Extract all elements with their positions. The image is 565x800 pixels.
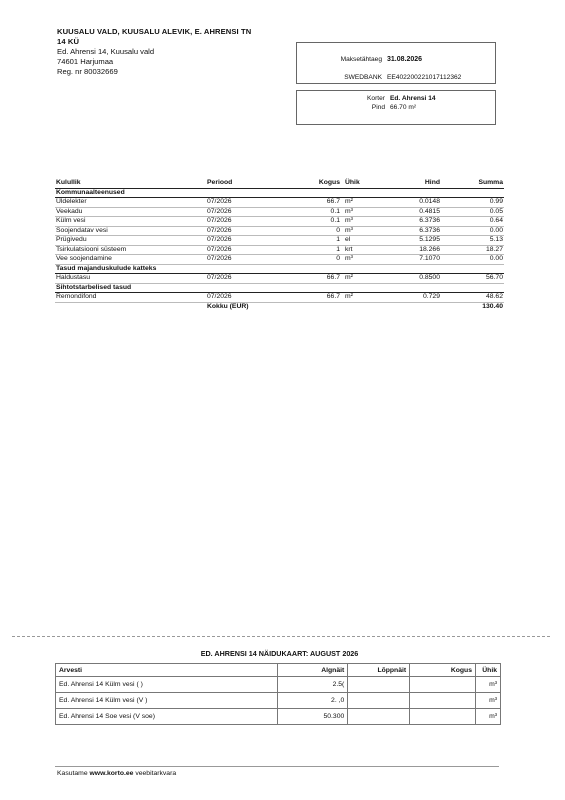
total-row [55, 302, 504, 311]
meter-card-title: ED. AHRENSI 14 NÄIDUKAART: AUGUST 2026 [200, 649, 359, 658]
cell-item: Tsirkulatsiooni süsteem [55, 245, 206, 255]
association-address1: Ed. Ahrensi 14, Kuusalu vald [57, 47, 155, 56]
payment-info-box [296, 42, 496, 84]
cell-item: Haldustasu [55, 274, 206, 284]
cell-unit: m³ [341, 217, 361, 227]
cell-period: 07/2026 [206, 217, 268, 227]
due-date-label: Maksetähtaeg [340, 56, 382, 63]
table-row [55, 207, 504, 217]
cell-price: 6.3736 [361, 226, 441, 236]
group-row [55, 264, 504, 274]
cell-period: 07/2026 [206, 274, 268, 284]
meter-row [56, 709, 501, 725]
cell-unit: m³ [341, 255, 361, 265]
meter-start-reading: 2. ,0 [278, 693, 348, 709]
table-row [55, 293, 504, 303]
cell-sum: 0.00 [441, 255, 504, 265]
col-header-unit: Ühik [475, 664, 500, 677]
cell-quantity: 66.7 [268, 274, 341, 284]
footer-suffix: veebitarkvara [135, 770, 177, 777]
footer-prefix: Kasutame [57, 770, 88, 777]
bank-label: SWEDBANK [344, 74, 382, 81]
cell-quantity: 0 [268, 226, 341, 236]
cell-period: 07/2026 [206, 293, 268, 303]
col-header-price: Hind [361, 178, 441, 188]
cell-quantity: 0.1 [268, 217, 341, 227]
apartment-label: Korter [367, 95, 385, 102]
cell-sum: 18.27 [441, 245, 504, 255]
cell-period: 07/2026 [206, 255, 268, 265]
meter-row [56, 677, 501, 693]
table-row [55, 236, 504, 246]
cell-price: 6.3736 [361, 217, 441, 227]
cell-unit: m² [341, 274, 361, 284]
apartment-row [297, 95, 495, 102]
cell-sum: 56.70 [441, 274, 504, 284]
cell-quantity: 1 [268, 236, 341, 246]
apartment-info-box [296, 90, 496, 125]
cell-price: 0.729 [361, 293, 441, 303]
association-address2: 74601 Harjumaa [57, 57, 114, 66]
group-title: Kommunaalteenused [55, 188, 504, 198]
association-reg-number: Reg. nr 80032669 [57, 67, 118, 76]
col-header-quantity: Kogus [410, 664, 476, 677]
table-row [55, 226, 504, 236]
cell-period: 07/2026 [206, 226, 268, 236]
table-row [55, 245, 504, 255]
cell-unit: krt [341, 245, 361, 255]
area-value: 66.70 m² [390, 104, 417, 111]
table-row [55, 255, 504, 265]
cell-item: Vee soojendamine [55, 255, 206, 265]
apartment-value: Ed. Ahrensi 14 [390, 95, 436, 102]
area-row [297, 104, 495, 111]
meter-start-reading: 50.300 [278, 709, 348, 725]
cell-quantity: 66.7 [268, 293, 341, 303]
cell-sum: 0.05 [441, 207, 504, 217]
cell-item: Prügivedu [55, 236, 206, 246]
cell-price: 0.8500 [361, 274, 441, 284]
cell-quantity: 66.7 [268, 198, 341, 208]
cell-unit: m² [341, 293, 361, 303]
cell-period: 07/2026 [206, 245, 268, 255]
meter-quantity [410, 677, 476, 693]
meter-name: Ed. Ahrensi 14 Soe vesi (V soe) [56, 709, 278, 725]
col-header-meter: Arvesti [56, 664, 278, 677]
cell-sum: 0.99 [441, 198, 504, 208]
cell-price: 18.266 [361, 245, 441, 255]
meter-start-reading: 2.5( [278, 677, 348, 693]
cell-sum: 0.00 [441, 226, 504, 236]
table-row [55, 217, 504, 227]
footer-site-link[interactable]: www.korto.ee [89, 770, 134, 777]
cell-sum: 5.13 [441, 236, 504, 246]
meter-end-reading-field[interactable] [348, 709, 410, 725]
group-title: Tasud majanduskulude katteks [55, 264, 504, 274]
cell-price: 0.0148 [361, 198, 441, 208]
meter-header-row [56, 664, 501, 677]
fees-header-row [55, 178, 504, 188]
cell-quantity: 1 [268, 245, 341, 255]
col-header-end-reading: Lõppnäit [348, 664, 410, 677]
col-header-quantity: Kogus [268, 178, 341, 188]
cell-period: 07/2026 [206, 207, 268, 217]
cell-period: 07/2026 [206, 236, 268, 246]
cell-period: 07/2026 [206, 198, 268, 208]
meter-readings-table [55, 663, 501, 725]
area-label: Pind [371, 104, 385, 111]
total-label: Kokku (EUR) [206, 302, 341, 311]
cell-quantity: 0 [268, 255, 341, 265]
cell-price: 7.1070 [361, 255, 441, 265]
group-row [55, 283, 504, 293]
iban-value: EE402200221017112362 [387, 74, 462, 81]
cell-item: Üldelekter [55, 198, 206, 208]
cell-price: 0.4815 [361, 207, 441, 217]
cell-price: 5.1295 [361, 236, 441, 246]
table-row [55, 198, 504, 208]
cell-item: Külm vesi [55, 217, 206, 227]
meter-row [56, 693, 501, 709]
col-header-sum: Summa [441, 178, 504, 188]
cell-sum: 48.62 [441, 293, 504, 303]
due-date-value: 31.08.2026 [387, 56, 423, 63]
group-title: Sihtotstarbelised tasud [55, 283, 504, 293]
cell-item: Veekadu [55, 207, 206, 217]
meter-quantity [410, 709, 476, 725]
association-block [57, 27, 297, 77]
table-row [55, 274, 504, 284]
fees-table [55, 178, 504, 311]
cell-quantity: 0.1 [268, 207, 341, 217]
meter-end-reading-field[interactable] [348, 693, 410, 709]
total-value: 130.40 [441, 302, 504, 311]
cell-unit: m³ [341, 226, 361, 236]
bank-row [344, 74, 487, 81]
cut-line-divider [12, 636, 550, 637]
meter-end-reading-field[interactable] [348, 677, 410, 693]
col-header-item: Kulullik [55, 178, 206, 188]
col-header-period: Periood [206, 178, 268, 188]
cell-item: Soojendatav vesi [55, 226, 206, 236]
group-row [55, 188, 504, 198]
due-date-row [341, 56, 487, 63]
footer [57, 770, 176, 777]
cell-unit: el [341, 236, 361, 246]
meter-quantity [410, 693, 476, 709]
meter-unit: m³ [475, 677, 500, 693]
cell-item: Remondifond [55, 293, 206, 303]
association-name-line2: 14 KÜ [57, 37, 80, 46]
association-name-line1: KUUSALU VALD, KUUSALU ALEVIK, E. AHRENSI TN [57, 27, 252, 36]
meter-name: Ed. Ahrensi 14 Külm vesi ( ) [56, 677, 278, 693]
footer-divider [55, 766, 499, 767]
cell-unit: m³ [341, 207, 361, 217]
meter-unit: m³ [475, 709, 500, 725]
cell-sum: 0.64 [441, 217, 504, 227]
cell-unit: m² [341, 198, 361, 208]
meter-unit: m³ [475, 693, 500, 709]
meter-name: Ed. Ahrensi 14 Külm vesi (V ) [56, 693, 278, 709]
col-header-unit: Ühik [341, 178, 361, 188]
col-header-start-reading: Algnäit [278, 664, 348, 677]
